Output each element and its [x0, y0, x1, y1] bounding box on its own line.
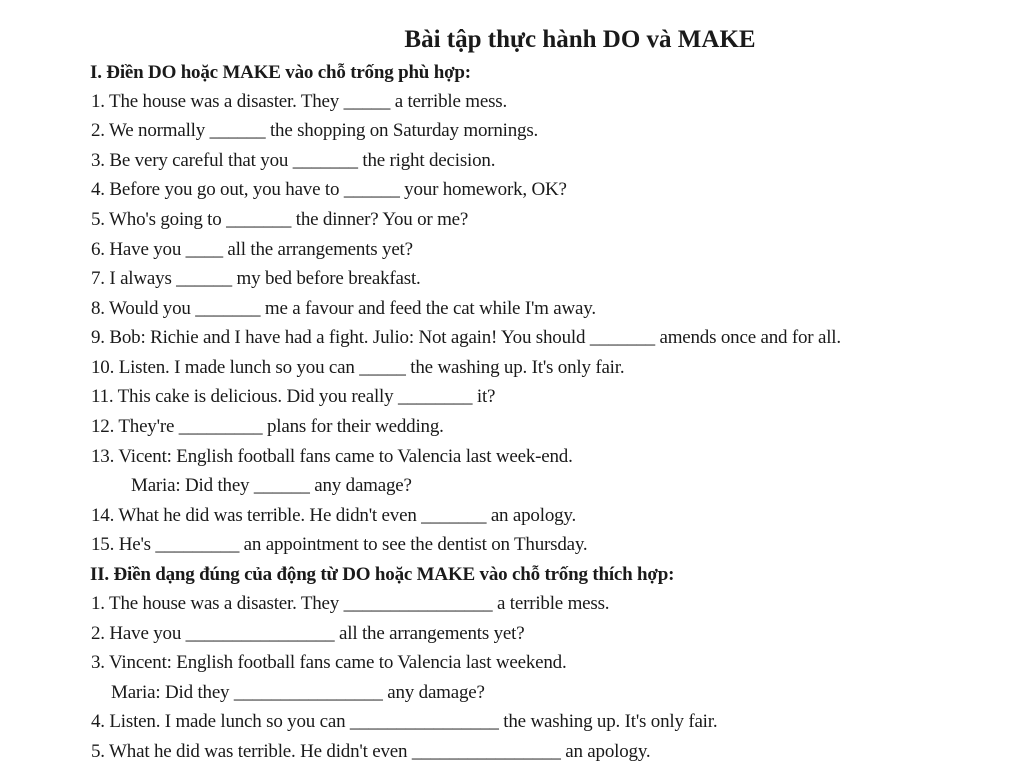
section-2-heading: II. Điền dạng đúng của động từ DO hoặc MAKE vào chỗ trống thích hợp:	[90, 564, 675, 585]
exercise-1-item-6: 6. Have you ____ all the arrangements yet?	[91, 239, 413, 260]
exercise-2-item-4: 4. Listen. I made lunch so you can ________________ the washing up. It's only fair.	[91, 711, 718, 732]
worksheet-title: Bài tập thực hành DO và MAKE	[404, 26, 756, 53]
exercise-1-item-10: 10. Listen. I made lunch so you can _____ the washing up. It's only fair.	[91, 357, 625, 378]
exercise-1-item-8: 8. Would you _______ me a favour and feed the cat while I'm away.	[91, 298, 596, 319]
exercise-1-item-11: 11. This cake is delicious. Did you really ________ it?	[91, 386, 496, 407]
exercise-1-item-7: 7. I always ______ my bed before breakfast.	[91, 268, 421, 289]
exercise-1-item-3: 3. Be very careful that you _______ the right decision.	[91, 150, 496, 171]
exercise-1-item-14: 14. What he did was terrible. He didn't even _______ an apology.	[91, 505, 577, 526]
exercise-2-item-5: 5. What he did was terrible. He didn't even ________________ an apology.	[91, 741, 651, 762]
exercise-1-item-1: 1. The house was a disaster. They _____ a terrible mess.	[91, 91, 508, 112]
exercise-2-item-2: 2. Have you ________________ all the arrangements yet?	[91, 623, 525, 644]
exercise-1-item-13-reply: Maria: Did they ______ any damage?	[131, 475, 412, 496]
exercise-1-item-5: 5. Who's going to _______ the dinner? You or me?	[91, 209, 469, 230]
exercise-2-item-1: 1. The house was a disaster. They ________________ a terrible mess.	[91, 593, 610, 614]
exercise-2-item-3: 3. Vincent: English football fans came to Valencia last weekend.	[91, 652, 567, 673]
section-1-heading: I. Điền DO hoặc MAKE vào chỗ trống phù hợp:	[90, 62, 471, 83]
exercise-2-item-3-reply: Maria: Did they ________________ any damage?	[111, 682, 485, 703]
exercise-1-item-12: 12. They're _________ plans for their wedding.	[91, 416, 444, 437]
exercise-1-item-13: 13. Vicent: English football fans came to Valencia last week-end.	[91, 446, 573, 467]
exercise-1-item-2: 2. We normally ______ the shopping on Saturday mornings.	[91, 120, 539, 141]
exercise-1-item-4: 4. Before you go out, you have to ______ your homework, OK?	[91, 179, 567, 200]
exercise-1-item-9: 9. Bob: Richie and I have had a fight. Julio: Not again! You should _______ amends once and for all.	[91, 327, 841, 348]
exercise-1-item-15: 15. He's _________ an appointment to see the dentist on Thursday.	[91, 534, 588, 555]
